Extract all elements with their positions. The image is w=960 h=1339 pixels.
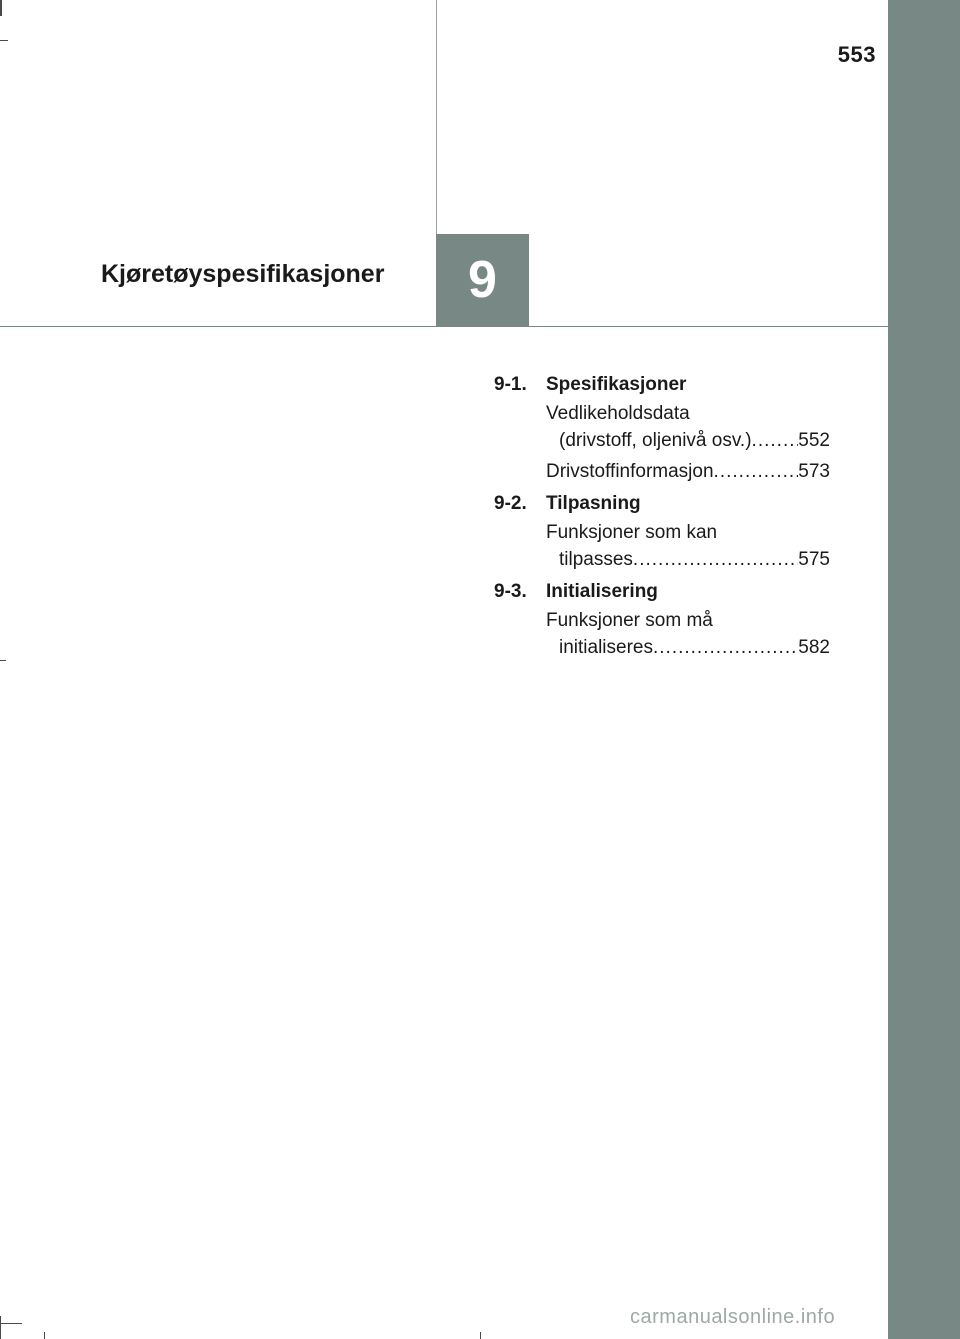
crop-mark (480, 1332, 481, 1339)
section-number: 9-3. (494, 581, 527, 602)
dot-leader (752, 427, 799, 454)
entry-line2: tilpasses (559, 549, 633, 570)
entry-line1: Funksjoner som kan (546, 522, 718, 543)
entry-line1: Vedlikeholdsdata (546, 403, 690, 424)
entry-line2: (drivstoff, oljenivå osv.) (559, 430, 752, 451)
section-number: 9-1. (494, 374, 527, 395)
crop-mark (0, 40, 8, 41)
crop-mark (0, 0, 2, 16)
toc-entry[interactable] (546, 519, 830, 573)
toc-entry[interactable] (546, 400, 830, 454)
entry-line2: Drivstoffinformasjon (546, 461, 714, 482)
chapter-side-tab (888, 0, 960, 1339)
toc-section-heading[interactable] (494, 370, 830, 400)
toc-section-heading[interactable] (494, 577, 830, 607)
toc-entry[interactable] (546, 607, 830, 661)
entry-line2: initialiseres (559, 637, 653, 658)
crop-mark (0, 660, 6, 661)
section-title: Tilpasning (546, 493, 641, 514)
crop-mark (0, 1323, 22, 1324)
toc-entry[interactable] (546, 458, 830, 485)
entry-line1: Funksjoner som må (546, 610, 713, 631)
chapter-number-box: 9 (436, 234, 529, 327)
entry-page: 575 (798, 549, 830, 570)
dot-leader (653, 634, 798, 661)
section-number: 9-2. (494, 493, 527, 514)
section-title: Spesifikasjoner (546, 374, 687, 395)
section-title: Initialisering (546, 581, 658, 602)
entry-page: 582 (798, 637, 830, 658)
page-number: 553 (837, 42, 876, 67)
table-of-contents (494, 370, 830, 661)
dot-leader (714, 458, 799, 485)
watermark: carmanualsonline.info (630, 1306, 836, 1328)
dot-leader (633, 546, 798, 573)
entry-page: 552 (798, 430, 830, 451)
toc-section-heading[interactable] (494, 489, 830, 519)
vertical-divider (436, 0, 437, 234)
crop-mark (44, 1332, 45, 1339)
chapter-title: Kjøretøyspesifikasjoner (101, 260, 385, 288)
crop-mark (0, 1316, 1, 1339)
entry-page: 573 (798, 461, 830, 482)
